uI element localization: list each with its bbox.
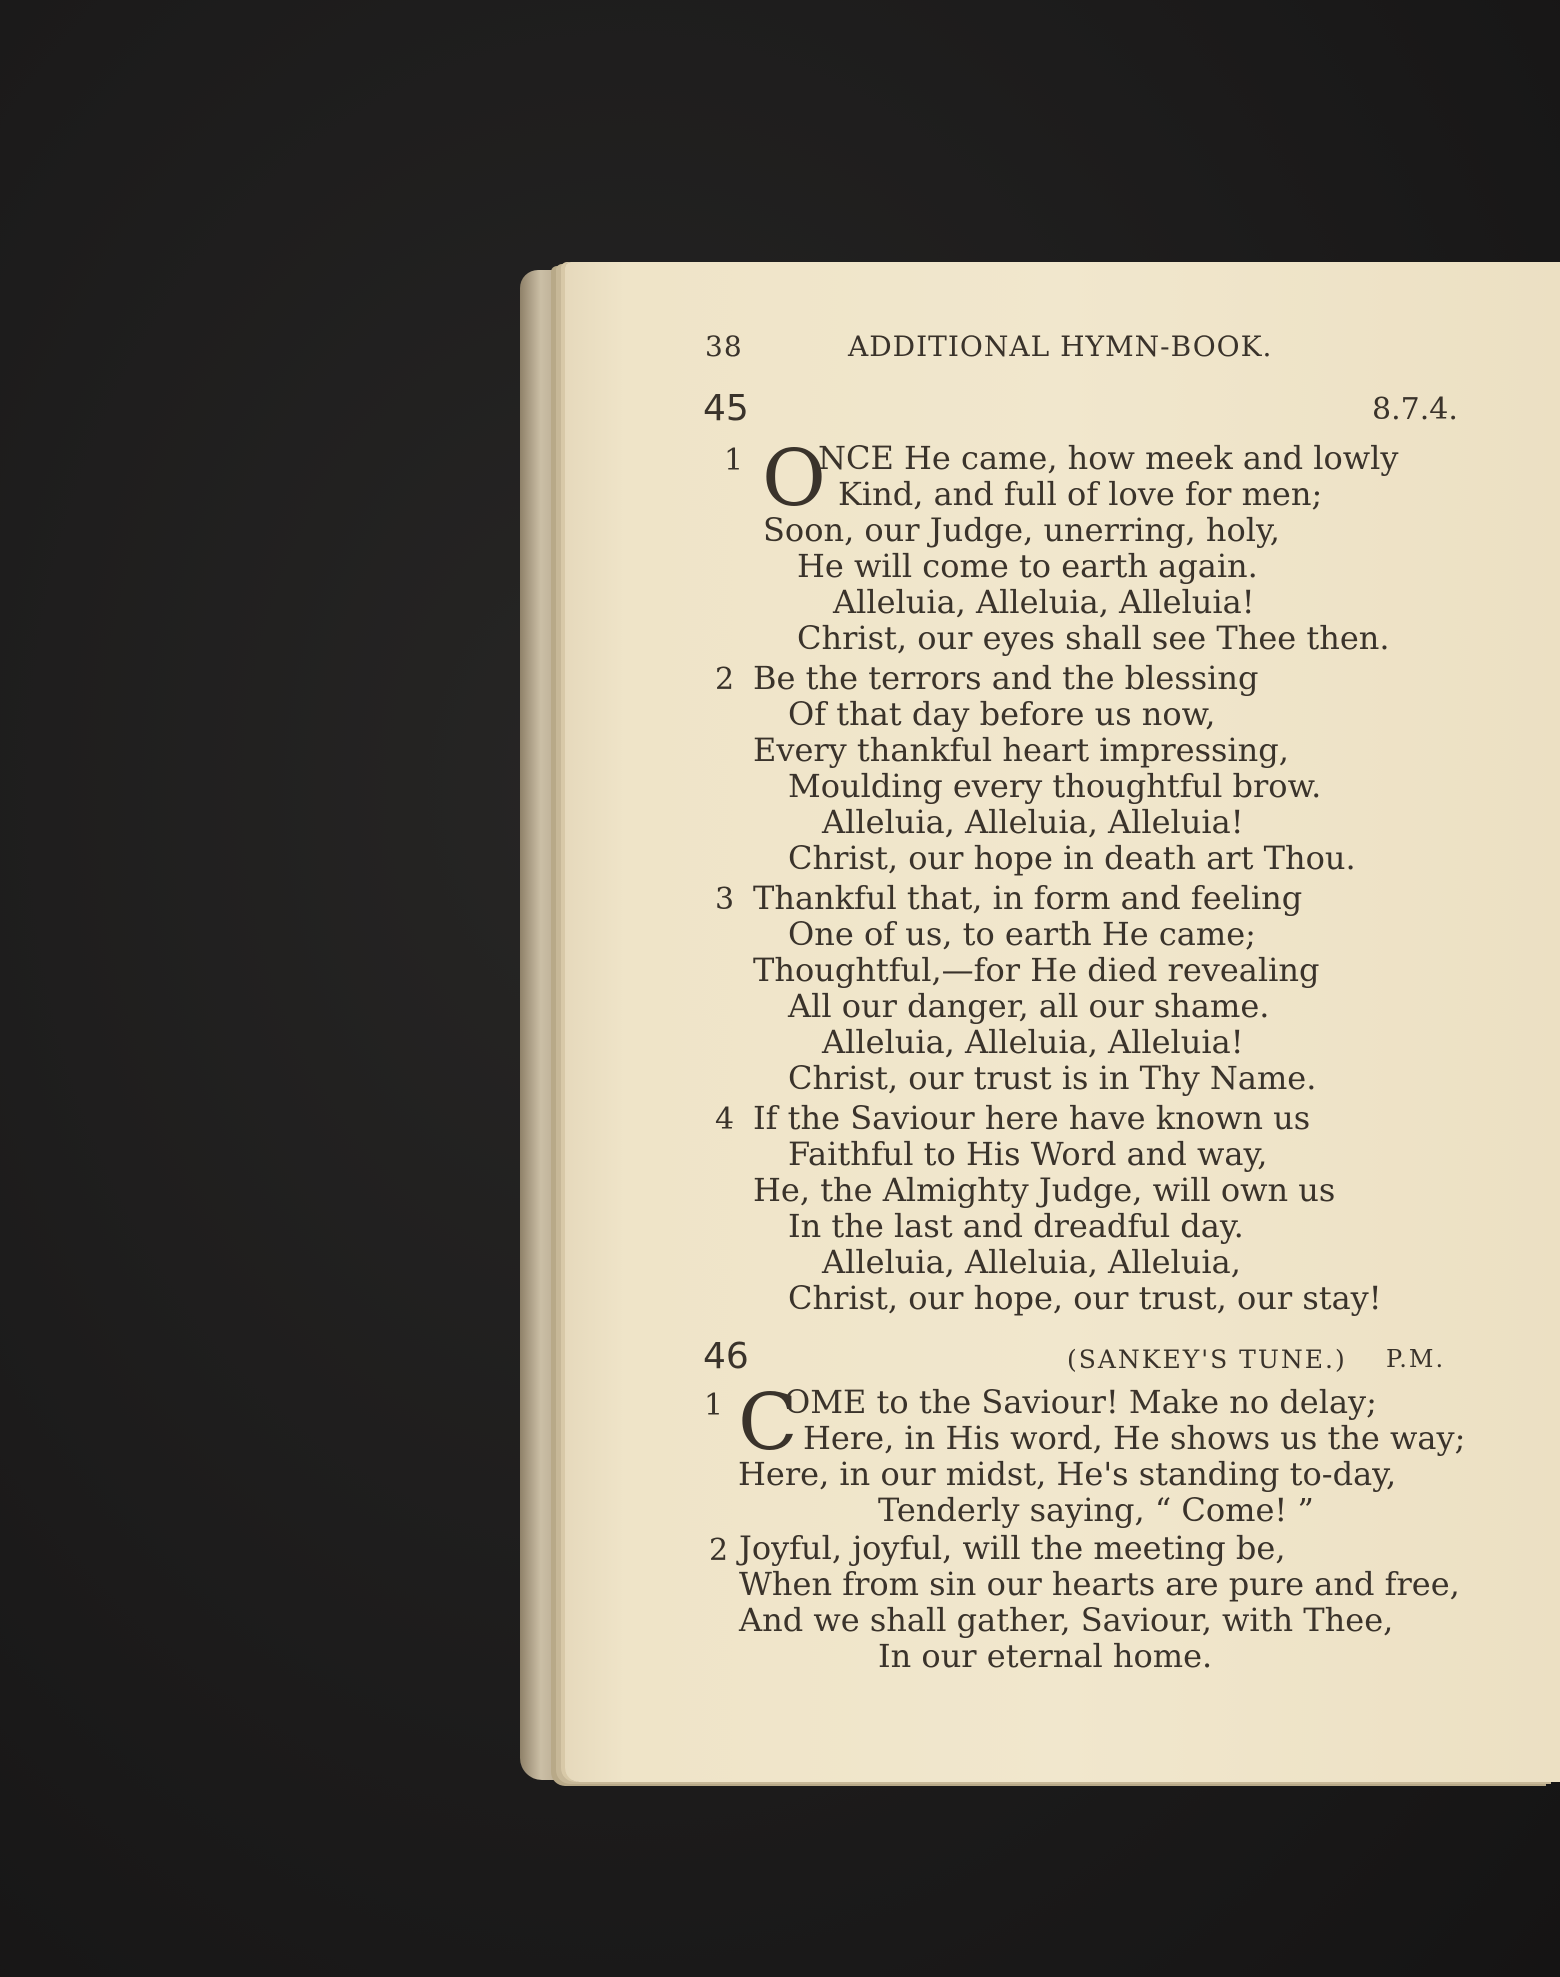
hymn-line: Christ, our trust is in Thy Name. (788, 1059, 1317, 1097)
hymn-46-meter: P.M. (1386, 1345, 1446, 1373)
verse-number: 4 (715, 1102, 735, 1137)
hymn-line: OME to the Saviour! Make no delay; (784, 1383, 1377, 1421)
verse-number: 1 (724, 443, 744, 478)
hymn-46-tune: (SANKEY'S TUNE.) (1067, 1345, 1347, 1374)
hymn-line: NCE He came, how meek and lowly (818, 439, 1399, 477)
hymn-line: Faithful to His Word and way, (788, 1135, 1268, 1173)
page-number: 38 (705, 330, 743, 363)
hymn-line: One of us, to earth He came; (788, 915, 1256, 953)
hymn-line: Alleluia, Alleluia, Alleluia, (822, 1243, 1241, 1281)
hymn-line: Of that day before us now, (788, 695, 1216, 733)
hymn-line: And we shall gather, Saviour, with Thee, (739, 1601, 1394, 1639)
hymn-line: Here, in our midst, He's standing to-day, (738, 1455, 1397, 1493)
hymn-line: Kind, and full of love for men; (838, 475, 1323, 513)
hymn-line: He will come to earth again. (797, 547, 1258, 585)
hymn-line: Here, in His word, He shows us the way; (803, 1419, 1466, 1457)
hymn-line: When from sin our hearts are pure and free, (739, 1565, 1460, 1603)
hymn-line: Moulding every thoughtful brow. (788, 767, 1322, 805)
hymn-line: If the Saviour here have known us (753, 1099, 1311, 1137)
drop-cap-c: C (738, 1378, 798, 1468)
hymn-line: He, the Almighty Judge, will own us (753, 1171, 1336, 1209)
hymn-line: Alleluia, Alleluia, Alleluia! (822, 803, 1244, 841)
verse-number: 3 (715, 882, 735, 917)
hymn-line: Alleluia, Alleluia, Alleluia! (833, 583, 1255, 621)
hymn-line: Christ, our hope in death art Thou. (788, 839, 1356, 877)
hymn-line: Every thankful heart impressing, (753, 731, 1289, 769)
hymn-line: Soon, our Judge, unerring, holy, (763, 511, 1280, 549)
hymn-line: Christ, our eyes shall see Thee then. (797, 619, 1390, 657)
hymn-line: All our danger, all our shame. (788, 987, 1270, 1025)
hymn-line: Joyful, joyful, will the meeting be, (739, 1529, 1286, 1567)
hymn-line: Thoughtful,—for He died revealing (753, 951, 1320, 989)
hymn-line: Christ, our hope, our trust, our stay! (788, 1279, 1382, 1317)
hymn-line: Alleluia, Alleluia, Alleluia! (822, 1023, 1244, 1061)
running-title: ADDITIONAL HYMN-BOOK. (848, 330, 1273, 363)
hymn-line: In the last and dreadful day. (788, 1207, 1244, 1245)
hymn-line: Thankful that, in form and feeling (753, 879, 1303, 917)
hymn-45-meter: 8.7.4. (1372, 392, 1458, 427)
hymn-line: In our eternal home. (878, 1637, 1213, 1675)
verse-number: 2 (715, 662, 735, 697)
verse-number: 2 (709, 1533, 729, 1568)
drop-cap-o: O (762, 434, 826, 524)
hymn-46-number: 46 (703, 1336, 749, 1377)
hymn-line: Tenderly saying, “ Come! ” (878, 1491, 1314, 1529)
verse-number: 1 (704, 1388, 724, 1423)
hymn-45-number: 45 (703, 388, 749, 429)
hymn-line: Be the terrors and the blessing (753, 659, 1259, 697)
